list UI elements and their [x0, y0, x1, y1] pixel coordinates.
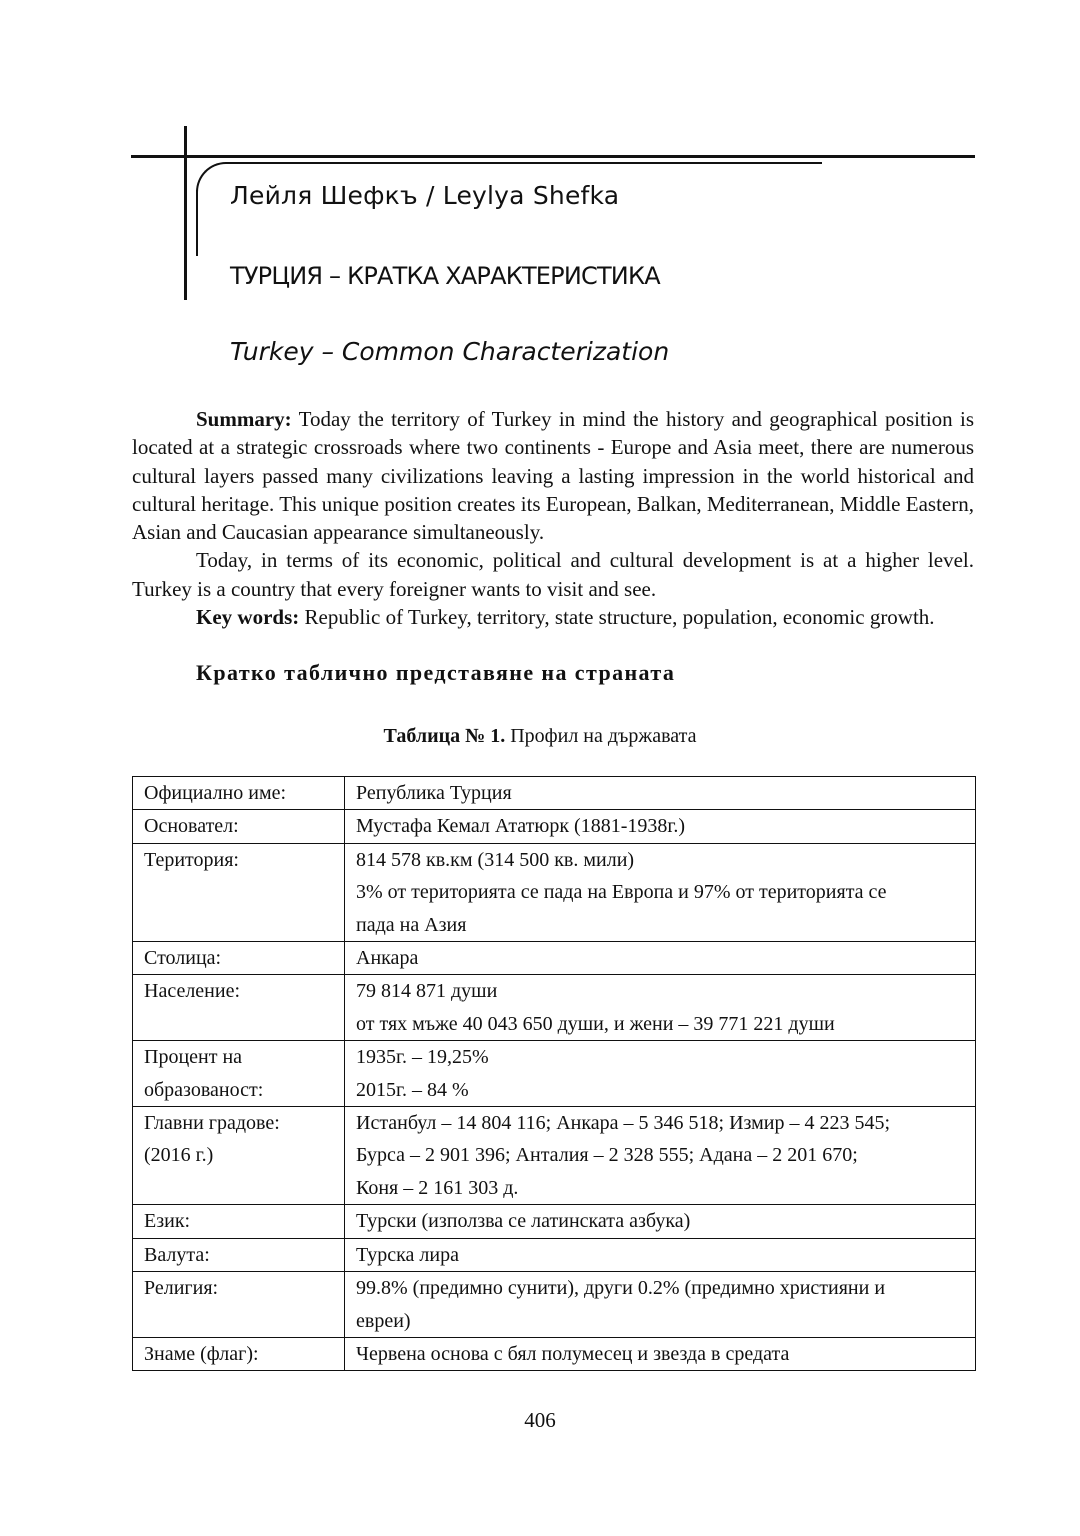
table-value-cell — [345, 1041, 976, 1107]
table-value-line: Анкара — [356, 947, 419, 970]
table-key-cell — [133, 1205, 345, 1238]
table-key-cell — [133, 975, 345, 1041]
table-key-cell — [133, 777, 345, 810]
table-key-line: Знаме (флаг): — [144, 1342, 259, 1365]
table-value-line: пада на Азия — [356, 913, 467, 936]
table-key-cell — [133, 1041, 345, 1107]
table-value-cell — [345, 942, 976, 975]
country-profile-table — [132, 776, 976, 1371]
table-value-line: Червена основа с бял полумесец и звезда в средата — [356, 1342, 790, 1365]
table-value-line: 99.8% (предимно сунити), други 0.2% (предимно християни и — [356, 1277, 886, 1300]
page-number: 406 — [524, 1408, 556, 1432]
keywords-label: Key words: — [196, 605, 300, 630]
table-key-cell — [133, 942, 345, 975]
table-row — [133, 1238, 976, 1271]
table-row — [133, 810, 976, 843]
table-row — [133, 843, 976, 941]
table-value-line: Коня – 2 161 303 д. — [356, 1176, 519, 1199]
table-value-line: евреи) — [356, 1309, 411, 1332]
table-value-line: Бурса – 2 901 396; Анталия – 2 328 555; Адана – 2 201 670; — [356, 1144, 858, 1167]
summary-paragraph — [132, 405, 974, 546]
table-value-cell — [345, 1107, 976, 1205]
table-key-cell — [133, 843, 345, 941]
table-value-cell — [345, 843, 976, 941]
table-value-line: Турска лира — [356, 1243, 459, 1266]
abstract-paragraph-2: Today, in terms of its economic, political and cultural development is at a higher level. Turkey is a country that every foreigner wants to visit and see. — [132, 548, 974, 601]
table-row — [133, 942, 976, 975]
table-value-cell — [345, 975, 976, 1041]
table-row — [133, 1041, 976, 1107]
article-title-english: Turkey – Common Characterization — [230, 337, 670, 366]
table-key-line: Територия: — [144, 848, 239, 871]
header-inner-vertical-rule — [196, 190, 198, 256]
table-value-line: 1935г. – 19,25% — [356, 1046, 489, 1069]
table-caption — [0, 725, 1080, 748]
table-row — [133, 975, 976, 1041]
table-value-line: Турски (използва се латинската азбука) — [356, 1210, 691, 1233]
table-key-line: Население: — [144, 980, 241, 1003]
table-key-line: Столица: — [144, 947, 222, 970]
table-value-cell — [345, 1272, 976, 1338]
table-value-line: 814 578 кв.км (314 500 кв. мили) — [356, 848, 635, 871]
table-key-cell — [133, 810, 345, 843]
summary-label: Summary: — [196, 407, 292, 431]
header-vertical-rule — [184, 126, 187, 300]
article-title-bulgarian: ТУРЦИЯ – КРАТКА ХАРАКТЕРИСТИКА — [230, 262, 660, 290]
table-value-line: 3% от територията се пада на Европа и 97% от територията се — [356, 881, 887, 904]
keywords-text: Republic of Turkey, territory, state structure, population, economic growth. — [299, 605, 935, 630]
table-value-line: от тях мъже 40 043 650 души, и жени – 39 771 221 души — [356, 1012, 835, 1035]
table-value-line: Истанбул – 14 804 116; Анкара – 5 346 518; Измир – 4 223 545; — [356, 1112, 891, 1135]
table-caption-label: Таблица № 1. — [383, 725, 506, 747]
table-key-line: Официално име: — [144, 782, 287, 804]
table-row — [133, 1337, 976, 1370]
table-key-cell — [133, 1238, 345, 1271]
table-value-cell — [345, 1205, 976, 1238]
summary-text: Today the territory of Turkey in mind the history and geographical position is located at a strategic crossroads where two continents - Europe and Asia meet, there are numerous cultural layers passed many civilizations leaving a lasting impression in the world historical and cultural heritage. This unique position creates its European, Balkan, Mediterranean, Middle Eastern, Asian and Caucasian appearance simultaneously. — [132, 407, 974, 545]
table-key-line: Главни градове: — [144, 1112, 280, 1135]
header-inner-rule — [226, 162, 822, 164]
section-heading: Кратко таблично представяне на страната — [196, 660, 676, 685]
table-key-cell — [133, 1272, 345, 1338]
table-value-cell — [345, 810, 976, 843]
table-row — [133, 1272, 976, 1338]
table-value-line: 2015г. – 84 % — [356, 1078, 469, 1101]
table-value-cell — [345, 777, 976, 810]
table-key-cell — [133, 1337, 345, 1370]
author-name: Лейля Шефкъ / Leylya Shefka — [230, 181, 620, 210]
table-row — [133, 777, 976, 810]
header-horizontal-rule — [131, 155, 975, 158]
table-value-cell — [345, 1238, 976, 1271]
table-key-line: Език: — [144, 1210, 191, 1233]
table-value-line: 79 814 871 души — [356, 980, 498, 1003]
table-key-line: Валута: — [144, 1243, 210, 1266]
table-value-line: Мустафа Кемал Ататюрк (1881-1938г.) — [356, 815, 685, 838]
keywords-paragraph — [132, 603, 974, 631]
table-key-line: образованост: — [144, 1078, 264, 1101]
table-key-line: (2016 г.) — [144, 1144, 214, 1167]
table-value-cell — [345, 1337, 976, 1370]
table-key-line: Процент на — [144, 1046, 243, 1069]
table-key-line: Религия: — [144, 1277, 219, 1300]
abstract — [132, 405, 974, 631]
table-key-cell — [133, 1107, 345, 1205]
table-row — [133, 1205, 976, 1238]
table-caption-text: Профил на държавата — [505, 725, 697, 747]
table-value-line: Република Турция — [356, 782, 512, 804]
table-key-line: Основател: — [144, 815, 239, 838]
table-row — [133, 1107, 976, 1205]
